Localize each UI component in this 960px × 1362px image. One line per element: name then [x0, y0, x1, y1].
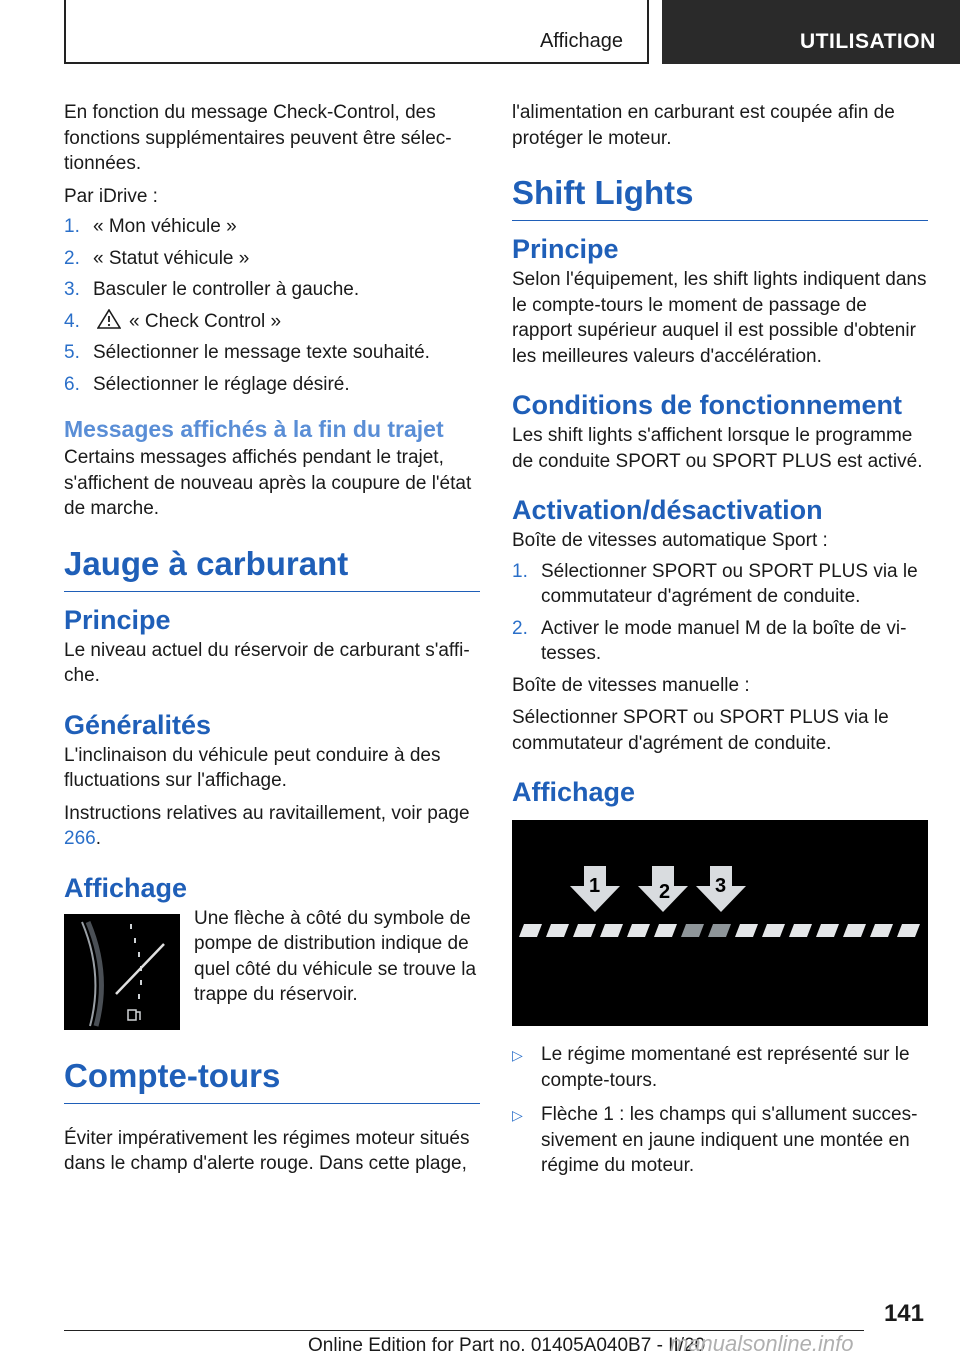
manual-instructions: Sélectionner SPORT ou SPORT PLUS via le commutateur d'agrément de conduite.	[512, 707, 889, 754]
rev-segment	[708, 924, 731, 937]
fuel-display-row	[64, 906, 480, 1030]
triangle-bullet-icon: ▷	[512, 1047, 523, 1063]
rev-segment	[654, 924, 677, 937]
page-number: 141	[883, 1300, 924, 1327]
idrive-label: Par iDrive :	[64, 185, 158, 207]
list-item: 1. « Mon véhicule »	[64, 216, 237, 237]
list-item: 6. Sélectionner le réglage désiré.	[64, 373, 350, 395]
arrow-1-label: 1	[589, 875, 601, 897]
instructions-text: Instructions relatives au ravitaillement, voir page 266.	[64, 802, 470, 849]
affichage-bullets	[512, 1042, 928, 1179]
shift-lights-image	[512, 820, 928, 1026]
shift-principe-text: Selon l'équipement, les shift lights indiquent dans le compte-tours le moment de passage de rapport supérieur auquel il est possible d'obtenir les meilleures valeurs d'accélération.	[512, 269, 927, 367]
messages-text: Certains messages affichés pendant le trajet, s'affichent de nouveau après la coupure de l'état de marche.	[64, 447, 472, 519]
triangle-bullet-icon: ▷	[512, 1107, 523, 1123]
list-item: 2. Activer le mode manuel M de la boîte de vi-tesses.	[512, 617, 907, 664]
conditions-heading: Conditions de fonctionnement	[512, 390, 902, 420]
jauge-principe-heading: Principe	[64, 604, 171, 635]
jauge-heading: Jauge à carburant	[64, 544, 480, 592]
rev-segment	[600, 924, 623, 937]
compte-tours-heading: Compte-tours	[64, 1056, 480, 1104]
rev-segment	[897, 924, 920, 937]
compte-tours-text: Éviter impérativement les régimes moteur situés dans le champ d'alerte rouge. Dans cette plage,	[64, 1127, 470, 1174]
arrow-2-label: 2	[659, 881, 671, 903]
rev-segment	[573, 924, 596, 937]
jauge-principe-text: Le niveau actuel du réservoir de carburant s'affi-che.	[64, 639, 470, 686]
rev-segments	[519, 924, 920, 937]
activation-heading: Activation/désactivation	[512, 495, 823, 525]
list-item: 1. Sélectionner SPORT ou SPORT PLUS via le commutateur d'agrément de conduite.	[512, 560, 918, 607]
auto-label: Boîte de vitesses automatique Sport :	[512, 530, 828, 551]
warning-triangle-icon	[97, 309, 121, 329]
right-column	[512, 100, 928, 1188]
rev-segment	[816, 924, 839, 937]
chapter-tab: UTILISATION	[662, 0, 960, 64]
idrive-steps	[64, 214, 480, 397]
section-title: Affichage	[539, 30, 623, 52]
list-item: 5. Sélectionner le message texte souhaité.	[64, 342, 430, 363]
rev-segment	[843, 924, 866, 937]
list-item: ▷ Le régime momentané est représenté sur le compte-tours.	[512, 1042, 928, 1093]
rev-segment	[681, 924, 704, 937]
left-column	[64, 100, 480, 1177]
arrow-3-label: 3	[715, 875, 727, 897]
footer-edition: Online Edition for Part no. 01405A040B7 - II/20	[308, 1335, 706, 1356]
watermark: manualsonline.info	[670, 1331, 854, 1356]
shift-principe-heading: Principe	[512, 234, 619, 264]
messages-heading: Messages affichés à la fin du trajet	[64, 416, 444, 442]
list-item: 4. « Check Control »	[64, 310, 282, 332]
conditions-text: Les shift lights s'affichent lorsque le programme de conduite SPORT ou SPORT PLUS est activé.	[512, 425, 923, 472]
rev-segment	[627, 924, 650, 937]
manual-label: Boîte de vitesses manuelle :	[512, 674, 750, 696]
header-section-box	[64, 0, 649, 64]
page-link[interactable]: 266	[64, 828, 96, 849]
generalites-text: L'inclinaison du véhicule peut conduire à des fluctuations sur l'affichage.	[64, 744, 441, 791]
list-item: 2. « Statut véhicule »	[64, 247, 250, 269]
activation-steps	[512, 559, 928, 667]
rev-segment	[762, 924, 785, 937]
rev-segment	[735, 924, 758, 937]
rev-segment	[870, 924, 893, 937]
fuel-affichage-text: Une flèche à côté du symbole de pompe de distribution indique de quel côté du véhicule se trouve la trappe du réservoir.	[194, 907, 477, 1005]
continued-text: l'alimentation en carburant est coupée afin de protéger le moteur.	[512, 102, 895, 149]
shift-lights-heading: Shift Lights	[512, 173, 928, 221]
intro-text: En fonction du message Check-Control, des fonctions supplémentaires peuvent être sélec-tionnées.	[64, 102, 452, 174]
jauge-affichage-heading: Affichage	[64, 872, 188, 903]
list-item: ▷ Flèche 1 : les champs qui s'allument succes-sivement en jaune indiquent une montée en régime du moteur.	[512, 1102, 928, 1179]
fuel-gauge-image	[64, 914, 180, 1030]
rev-segment	[546, 924, 569, 937]
rev-segment	[519, 924, 542, 937]
list-item: 3. Basculer le controller à gauche.	[64, 279, 360, 300]
rev-segment	[789, 924, 812, 937]
shift-affichage-heading: Affichage	[512, 777, 636, 807]
generalites-heading: Généralités	[64, 709, 212, 740]
